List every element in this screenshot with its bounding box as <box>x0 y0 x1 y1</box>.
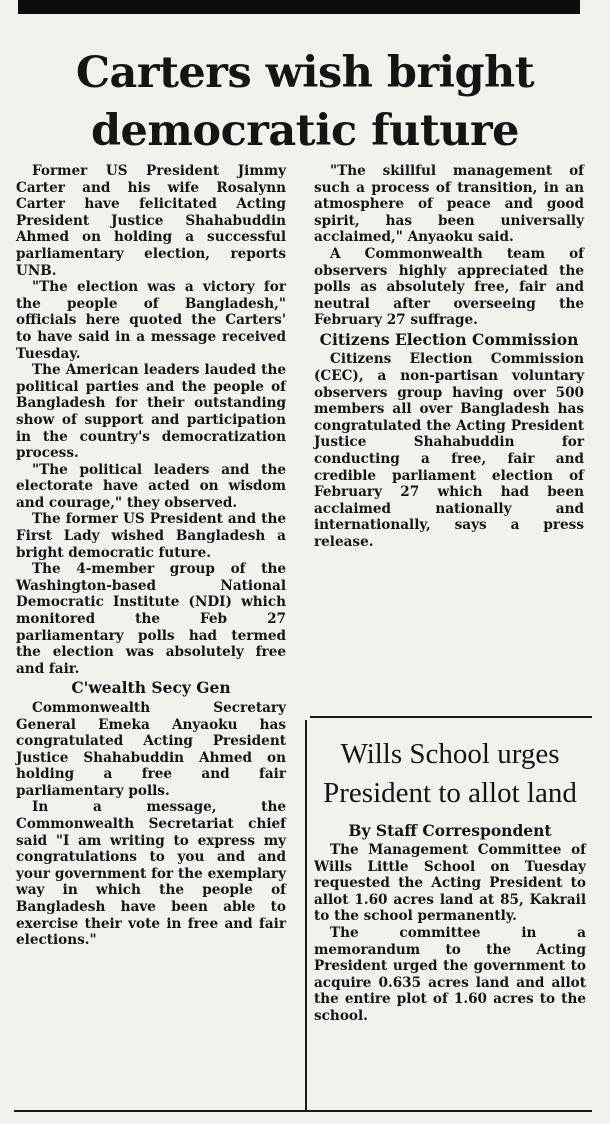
body-paragraph: The 4-member group of the Washington-based National Democratic Institute (NDI) which monitored the Feb 27 parliamentary polls had termed the election was absolutely free and fair. <box>16 561 286 677</box>
main-headline: Carters wish bright democratic future <box>75 48 535 156</box>
column-divider <box>305 720 307 1112</box>
body-paragraph: A Commonwealth team of observers highly appreciated the polls as absolutely free, fair and neutral after overseeing the February 27 suffrage. <box>314 245 584 329</box>
bottom-rule <box>14 1110 592 1112</box>
body-paragraph: Commonwealth Secretary General Emeka Anyaoku has congratulated Acting President Justice Shahabuddin Ahmed on holding a free and fair parliamentary polls. <box>16 699 286 799</box>
body-paragraph: The committee in a memorandum to the Acting President urged the government to acquire 0.635 acres land and allot the entire plot of 1.60 acres to the school. <box>314 924 586 1024</box>
top-border-bar <box>18 0 580 14</box>
body-paragraph: "The skillful management of such a process of transition, in an atmosphere of peace and good spirit, has been universally acclaimed," Anyaoku said. <box>314 163 584 246</box>
body-paragraph: The American leaders lauded the political parties and the people of Bangladesh for their outstanding show of support and participation in the country's democratization process. <box>16 362 286 462</box>
body-paragraph: "The election was a victory for the people of Bangladesh," officials here quoted the Carters' to have said in a message received Tuesday. <box>16 279 286 362</box>
story1-right-column <box>314 163 584 551</box>
story2 <box>314 735 586 1025</box>
story2-headline: Wills School urges President to allot land <box>323 738 577 809</box>
body-paragraph: Former US President Jimmy Carter and his wife Rosalynn Carter have felicitated Acting President Justice Shahabuddin Ahmed on holding a successful parliamentary election, reports UNB. <box>16 163 286 279</box>
section-divider <box>310 716 592 718</box>
story1-left-column <box>16 163 286 949</box>
body-paragraph: The Management Committee of Wills Little School on Tuesday requested the Acting President to allot 1.60 acres land at 85, Kakrail to the school permanently. <box>314 842 586 925</box>
body-paragraph: In a message, the Commonwealth Secretariat chief said "I am writing to express my congratulations to you and and your government for the exemplary way in which the people of Bangladesh have been able to exercise their vote in free and fair elections." <box>16 799 286 949</box>
body-paragraph: Citizens Election Commission (CEC), a non-partisan voluntary observers group having over 500 members all over Bangladesh has congratulated the Acting President Justice Shahabuddin for conducting a free, fair and credible parliament election of February 27 which had been acclaimed nationally and internationally, says a press release. <box>314 351 584 550</box>
subhead-cwealth: C'wealth Secy Gen <box>71 678 231 698</box>
body-paragraph: The former US President and the First Lady wished Bangladesh a bright democratic future. <box>16 511 286 561</box>
byline: By Staff Correspondent <box>348 821 552 840</box>
body-paragraph: "The political leaders and the electorate have acted on wisdom and courage," they observed. <box>16 461 286 511</box>
subhead-cec: Citizens Election Commission <box>319 329 579 349</box>
